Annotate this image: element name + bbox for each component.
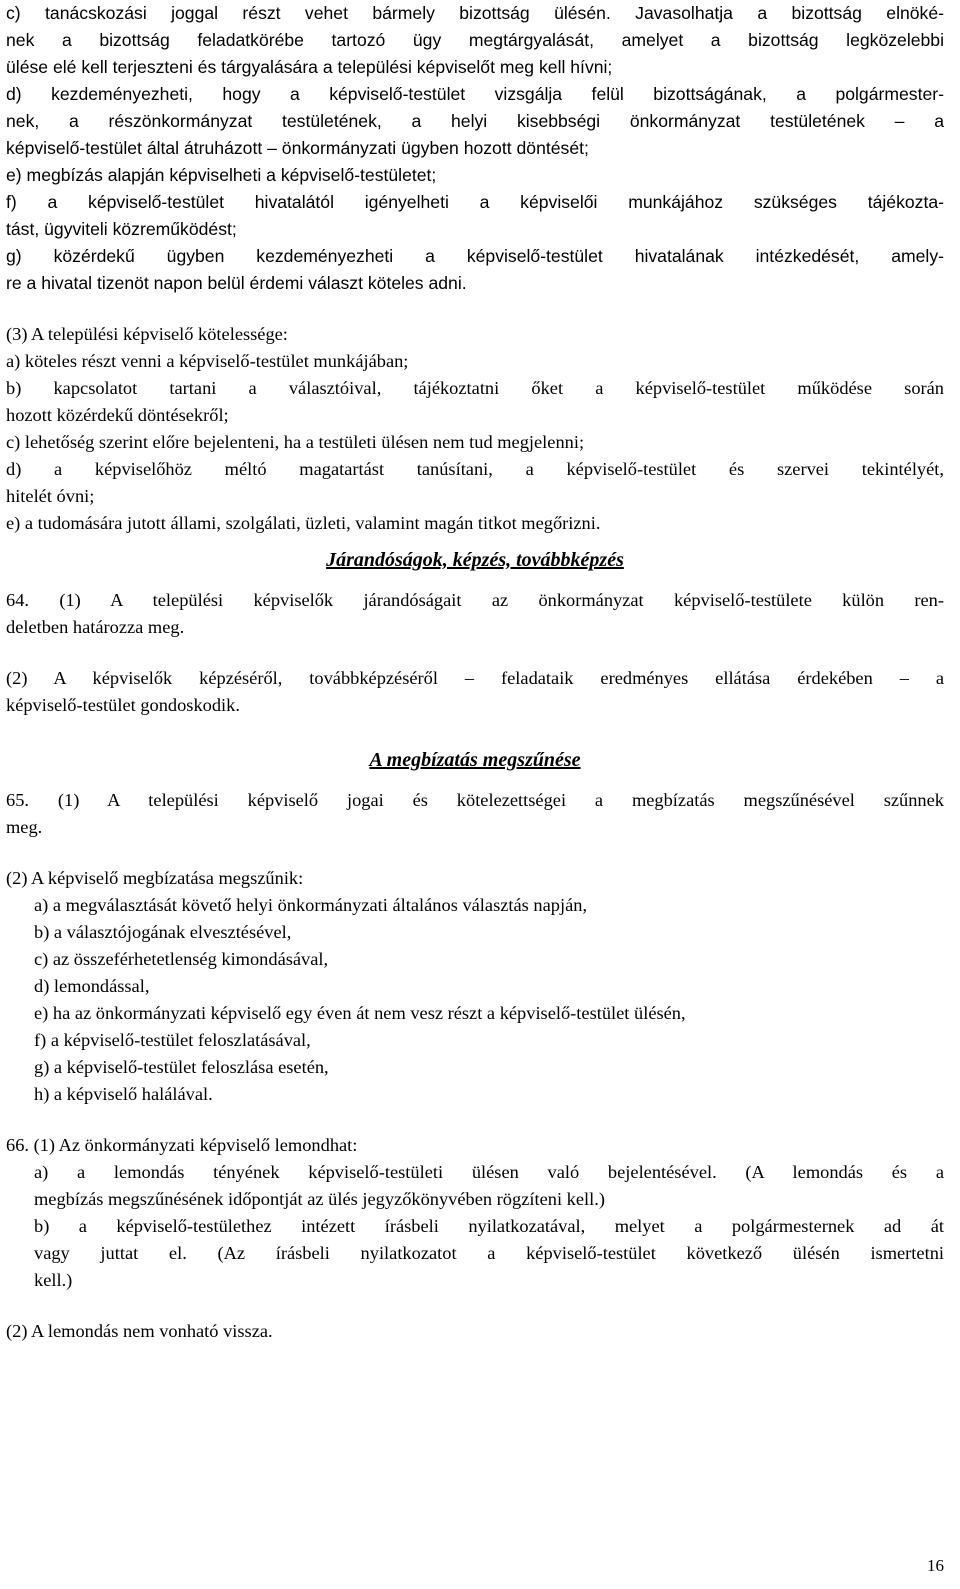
section-64-paragraph-1 [6, 587, 944, 614]
text-line: képviselő-testület által átruházott – önkormányzati ügyben hozott döntését; [6, 138, 589, 158]
text-line: b) a képviselő-testülethez intézett írásbeli nyilatkozatával, melyet a polgármesternek ad át [34, 1216, 944, 1236]
text-line: d) kezdeményezheti, hogy a képviselő-testület vizsgálja felül bizottságának, a polgármester- [6, 84, 944, 104]
text-line: a) köteles részt venni a képviselő-testület munkájában; [6, 351, 409, 371]
list-item: f) a képviselő-testület feloszlatásával, [34, 1030, 311, 1050]
spacer [6, 841, 944, 865]
text-line: kell.) [34, 1270, 73, 1290]
section-65-p1-line1: (1) A települési képviselő jogai és kötelezettségei a megbízatás megszűnésével szűnnek [57, 790, 944, 810]
spacer [6, 1108, 944, 1132]
section-66-lines [6, 1159, 944, 1294]
list-item: a) a megválasztását követő helyi önkormányzati általános választás napján, [34, 895, 588, 915]
list-item: c) az összeférhetetlenség kimondásával, [34, 949, 329, 969]
spacer [6, 719, 944, 737]
text-line: re a hivatal tizenöt napon belül érdemi választ köteles adni. [6, 273, 467, 293]
text-line: g) közérdekű ügyben kezdeményezheti a képviselő-testület hivatalának intézkedését, amely- [6, 246, 944, 266]
section-65-number: 65. [6, 790, 29, 810]
section-66-p2: (2) A lemondás nem vonható vissza. [6, 1321, 273, 1341]
text-line: e) megbízás alapján képviselheti a képviselő-testületet; [6, 165, 437, 185]
text-line: b) kapcsolatot tartani a választóival, tájékoztatni őket a képviselő-testület működése során [6, 378, 944, 398]
list-item: g) a képviselő-testület feloszlása esetén, [34, 1057, 329, 1077]
section-65-p2-intro: (2) A képviselő megbízatása megszűnik: [6, 868, 304, 888]
text-line: e) a tudomására jutott állami, szolgálati, üzleti, valamint magán titkot megőrizni. [6, 513, 601, 533]
text-line: megbízás megszűnésének időpontját az ülés jegyzőkönyvében rögzíteni kell.) [34, 1189, 605, 1209]
list-item: b) a választójogának elvesztésével, [34, 922, 292, 942]
text-line: tást, ügyviteli közreműködést; [6, 219, 237, 239]
heading-mandate-termination: A megbízatás megszűnése [369, 749, 581, 771]
section-65-paragraph-1 [6, 787, 944, 814]
document-page [6, 0, 944, 1345]
section-66-p1-intro: (1) Az önkormányzati képviselő lemondhat: [33, 1135, 358, 1155]
text-line: vagy juttat el. (Az írásbeli nyilatkozatot a képviselő-testület következő ülésén ismertetni [34, 1243, 944, 1263]
page-number: 16 [927, 1556, 944, 1575]
text-line: d) a képviselőhöz méltó magatartást tanúsítani, a képviselő-testület és szervei tekintélyét, [6, 459, 944, 479]
section-65-p1-line2: meg. [6, 817, 43, 837]
list-item: d) lemondással, [34, 976, 150, 996]
section-66-paragraph-1 [6, 1132, 944, 1159]
text-line: nek, a részönkormányzat testületének, a helyi kisebbségi önkormányzat testületének – a [6, 111, 944, 131]
spacer [6, 1294, 944, 1318]
text-line: hozott közérdekű döntésekről; [6, 405, 229, 425]
duties-section [6, 321, 944, 537]
top-section [6, 0, 944, 297]
section-66-number: 66. [6, 1135, 29, 1155]
section-64-p1-line2: deletben határozza meg. [6, 617, 185, 637]
spacer [6, 641, 944, 665]
text-line: nek a bizottság feladatkörébe tartozó ügy megtárgyalását, amelyet a bizottság legközelebbi [6, 30, 944, 50]
text-line: ülése elé kell terjeszteni és tárgyalására a települési képviselőt meg kell hívni; [6, 57, 613, 77]
text-line: f) a képviselő-testület hivatalától igényelheti a képviselői munkájához szükséges tájékozta- [6, 192, 944, 212]
list-item: h) a képviselő halálával. [34, 1084, 213, 1104]
list-item: e) ha az önkormányzati képviselő egy éven át nem vesz részt a képviselő-testület ülésén, [34, 1003, 686, 1023]
heading-remuneration: Járandóságok, képzés, továbbképzés [326, 549, 624, 571]
text-line: hitelét óvni; [6, 486, 95, 506]
section-64-p2-line2: képviselő-testület gondoskodik. [6, 695, 240, 715]
text-line: c) tanácskozási joggal részt vehet bármely bizottság ülésén. Javasolhatja a bizottság elnöké- [6, 3, 944, 23]
section-64-p1-line1: (1) A települési képviselők járandóságait az önkormányzat képviselő-testülete külön ren- [59, 590, 944, 610]
section-64-number: 64. [6, 590, 29, 610]
text-line: (3) A települési képviselő kötelessége: [6, 324, 288, 344]
section-64-p2-line1: (2) A képviselők képzéséről, továbbképzéséről – feladataik eredményes ellátása érdekében – a [6, 668, 944, 688]
text-line: a) a lemondás tényének képviselő-testületi ülésen való bejelentésével. (A lemondás és a [34, 1162, 944, 1182]
section-65-items [6, 892, 944, 1108]
spacer [6, 297, 944, 321]
text-line: c) lehetőség szerint előre bejelenteni, ha a testületi ülésen nem tud megjelenni; [6, 432, 585, 452]
